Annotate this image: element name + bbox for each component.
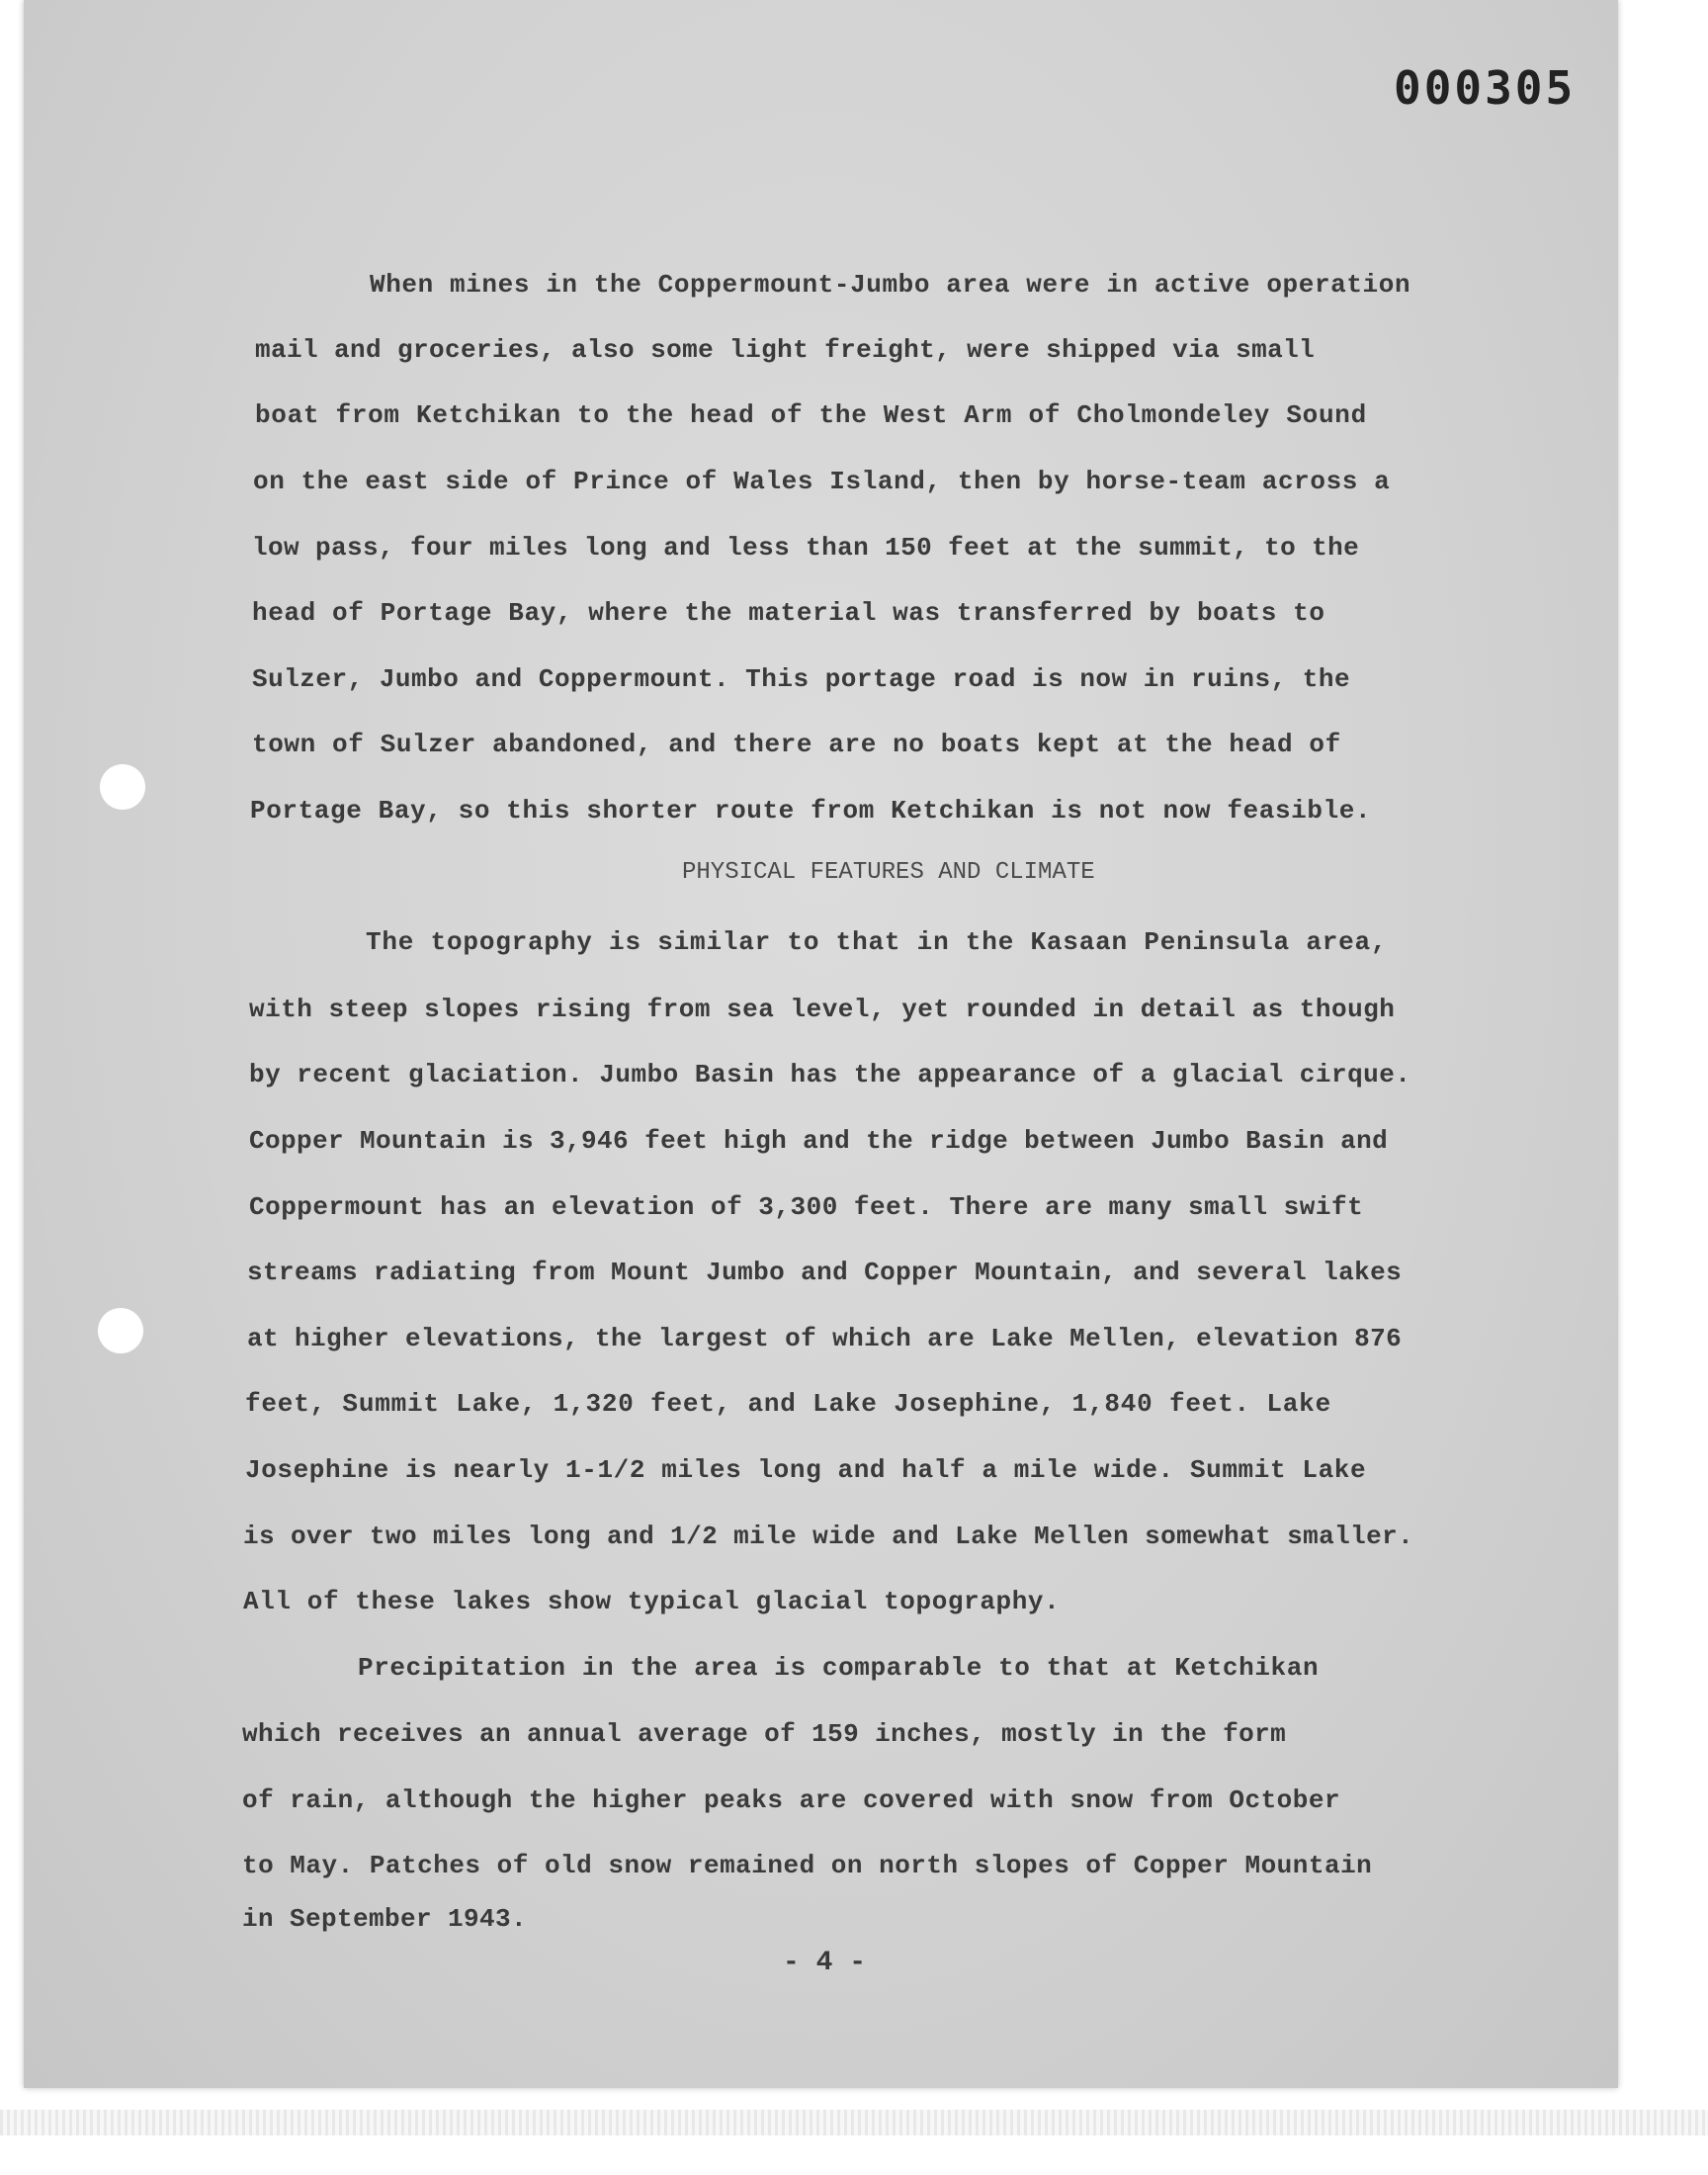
paper-sheet [24,0,1618,2088]
text-line: streams radiating from Mount Jumbo and Copper Mountain, and several lakes [247,1258,1403,1287]
document-stamp-number: 000305 [1394,61,1577,115]
text-line: at higher elevations, the largest of which are Lake Mellen, elevation 876 [247,1324,1403,1353]
text-line: Coppermount has an elevation of 3,300 feet. There are many small swift [249,1192,1364,1222]
text-line: mail and groceries, also some light freight, were shipped via small [255,335,1316,365]
text-line: is over two miles long and 1/2 mile wide and Lake Mellen somewhat smaller. [243,1522,1414,1551]
punch-hole-lower [98,1308,143,1353]
text-line: of rain, although the higher peaks are covered with snow from October [242,1785,1341,1815]
text-line: Josephine is nearly 1-1/2 miles long and half a mile wide. Summit Lake [245,1455,1367,1485]
text-line: low pass, four miles long and less than 150 feet at the summit, to the [252,533,1360,563]
text-line: with steep slopes rising from sea level, yet rounded in detail as though [249,995,1396,1024]
text-line: head of Portage Bay, where the material was transferred by boats to [252,598,1325,628]
text-line: Copper Mountain is 3,946 feet high and the ridge between Jumbo Basin and [249,1126,1389,1156]
punch-hole-upper [100,764,145,810]
text-line: When mines in the Coppermount-Jumbo area were in active operation [370,270,1411,300]
text-line: town of Sulzer abandoned, and there are no boats kept at the head of [252,730,1341,759]
text-line: Precipitation in the area is comparable to that at Ketchikan [358,1653,1320,1683]
text-line: Portage Bay, so this shorter route from Ketchikan is not now feasible. [250,796,1372,826]
text-line: on the east side of Prince of Wales Island, then by horse-team across a [253,467,1391,496]
scanner-edge-artifact [0,2110,1708,2135]
section-heading: PHYSICAL FEATURES AND CLIMATE [682,859,1095,886]
text-line: The topography is similar to that in the Kasaan Peninsula area, [366,927,1388,957]
text-line: by recent glaciation. Jumbo Basin has the appearance of a glacial cirque. [249,1060,1411,1089]
text-line: Sulzer, Jumbo and Coppermount. This portage road is now in ruins, the [252,664,1351,694]
text-line: boat from Ketchikan to the head of the West Arm of Cholmondeley Sound [255,400,1367,430]
text-line: which receives an annual average of 159 inches, mostly in the form [242,1719,1287,1749]
text-line: All of these lakes show typical glacial topography. [243,1587,1061,1616]
page-number-footer: - 4 - [783,1948,867,1978]
text-line: to May. Patches of old snow remained on north slopes of Copper Mountain [242,1851,1373,1880]
text-line: in September 1943. [242,1904,528,1934]
text-line: feet, Summit Lake, 1,320 feet, and Lake Josephine, 1,840 feet. Lake [245,1389,1331,1419]
